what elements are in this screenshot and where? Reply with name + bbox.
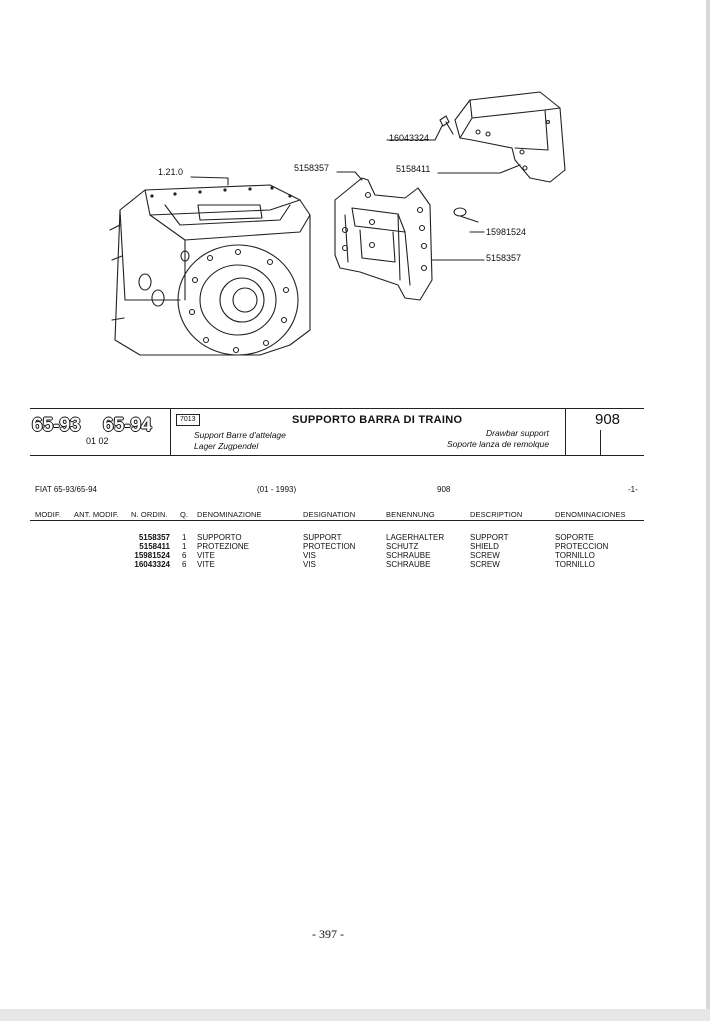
header-rule [30, 520, 644, 521]
name-spanish: PROTECCION [555, 542, 609, 551]
date-reference: (01 - 1993) [257, 485, 297, 494]
name-spanish: TORNILLO [555, 551, 595, 560]
part-number: 5158357 [138, 533, 170, 542]
label-bracket-left: 5158357 [294, 163, 330, 173]
col-denominazione: DENOMINAZIONE [197, 510, 262, 519]
col-denominaciones: DENOMINACIONES [555, 510, 626, 519]
col-q: Q. [180, 510, 189, 519]
name-english: SHIELD [470, 542, 499, 551]
housing-illustration [110, 185, 310, 355]
title-spanish: Soporte lanza de remolque [447, 439, 550, 449]
exploded-parts-drawing [0, 0, 710, 400]
label-shield: 5158411 [396, 164, 431, 174]
table-row [0, 551, 710, 560]
name-english: SUPPORT [470, 533, 509, 542]
name-french: VIS [303, 560, 316, 569]
name-german: SCHRAUBE [386, 560, 431, 569]
model-reference: FIAT 65-93/65-94 [35, 485, 97, 494]
table-row [0, 533, 710, 542]
bracket-illustration [335, 178, 432, 300]
screw-illustration [454, 208, 478, 222]
name-french: SUPPORT [303, 533, 342, 542]
label-group-ref: 1.21.0 [158, 167, 184, 177]
part-number: 15981524 [134, 551, 170, 560]
model-badge-2: 65-94 [103, 415, 152, 436]
section-number: 908 [595, 411, 621, 428]
col-description: DESCRIPTION [470, 510, 523, 519]
title-divider-left [170, 408, 171, 456]
title-rule-bottom [30, 455, 644, 456]
title-italian: SUPPORTO BARRA DI TRAINO [292, 414, 463, 426]
quantity: 6 [182, 560, 187, 569]
page-edge-bottom [0, 1009, 710, 1021]
part-number: 16043324 [134, 560, 170, 569]
page-marker: -1- [628, 485, 638, 494]
name-spanish: TORNILLO [555, 560, 595, 569]
part-number: 5158411 [139, 542, 170, 551]
name-english: SCREW [470, 560, 500, 569]
label-screw: 15981524 [486, 227, 527, 237]
col-ant-modif: ANT. MODIF. [74, 510, 119, 519]
group-code: 7013 [176, 414, 200, 426]
title-divider-end [600, 430, 601, 456]
name-french: PROTECTION [303, 542, 356, 551]
col-benennung: BENENNUNG [386, 510, 435, 519]
title-english: Drawbar support [486, 428, 549, 438]
col-modif: MODIF. [35, 510, 62, 519]
name-spanish: SOPORTE [555, 533, 594, 542]
label-bolt-top: 16043324 [389, 133, 430, 143]
quantity: 1 [182, 533, 187, 542]
quantity: 6 [182, 551, 187, 560]
name-italian: VITE [197, 551, 215, 560]
name-german: SCHRAUBE [386, 551, 431, 560]
name-german: LAGERHALTER [386, 533, 445, 542]
model-badge-1: 65-93 [32, 415, 81, 436]
name-italian: VITE [197, 560, 215, 569]
title-divider-right [565, 408, 566, 456]
col-n-ordin: N. ORDIN. [131, 510, 168, 519]
drawing-labels [158, 133, 526, 263]
name-italian: SUPPORTO [197, 533, 242, 542]
table-row [0, 560, 710, 569]
title-german: Lager Zugpendel [194, 441, 259, 451]
name-german: SCHUTZ [386, 542, 419, 551]
col-designation: DESIGNATION [303, 510, 356, 519]
page-number: - 397 - [312, 927, 344, 941]
title-rule-top [30, 408, 644, 409]
title-french: Support Barre d'attelage [194, 430, 286, 440]
quantity: 1 [182, 542, 187, 551]
label-bracket-right: 5158357 [486, 253, 522, 263]
name-italian: PROTEZIONE [197, 542, 250, 551]
bolt-illustration [440, 116, 453, 134]
sub-number: 01 02 [86, 436, 109, 446]
section-reference: 908 [437, 485, 451, 494]
name-english: SCREW [470, 551, 500, 560]
table-row [0, 542, 710, 551]
name-french: VIS [303, 551, 316, 560]
